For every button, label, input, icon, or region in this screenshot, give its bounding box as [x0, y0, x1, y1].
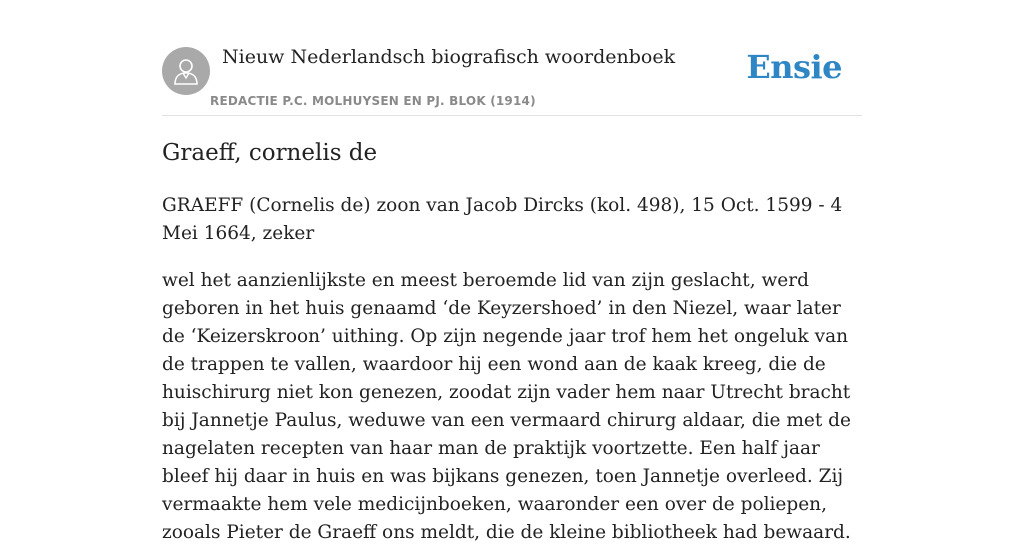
user-silhouette-glyph	[173, 57, 199, 85]
page-header	[162, 0, 862, 116]
book-title[interactable]: Nieuw Nederlandsch biografisch woordenboek	[222, 46, 676, 68]
ensie-logo[interactable]: Ensie	[746, 48, 842, 86]
article-page	[162, 0, 862, 543]
article-paragraph: wel het aanzienlijkste en meest beroemde lid van zijn geslacht, werd geboren in het huis genaamd ‘de Keyzershoed’ in den Niezel, waar later de ‘Keizerskroon’ uithing. Op zijn negende jaar trof hem het ongeluk van de trappen te vallen, waardoor hij een wond aan de kaak kreeg, die de huischirurg niet kon genezen, zoodat zijn vader hem naar Utrecht bracht bij Jannetje Paulus, weduwe van een vermaard chirurg aldaar, die met de nagelaten recepten van haar man de praktijk voortzette. Een half jaar bleef hij daar in huis en was bijkans genezen, toen Jannetje overleed. Zij vermaakte hem vele medicijnboeken, waaronder een over de poliepen, zooals Pieter de Graeff ons meldt, die de kleine bibliotheek had bewaard.	[162, 270, 851, 543]
article-paragraph: GRAEFF (Cornelis de) zoon van Jacob Dircks (kol. 498), 15 Oct. 1599 - 4 Mei 1664, zeker	[162, 195, 843, 244]
article-title: Graeff, cornelis de	[162, 140, 378, 166]
user-silhouette-icon	[162, 47, 210, 95]
book-subtitle: REDACTIE P.C. MOLHUYSEN EN PJ. BLOK (1914)	[210, 94, 536, 108]
